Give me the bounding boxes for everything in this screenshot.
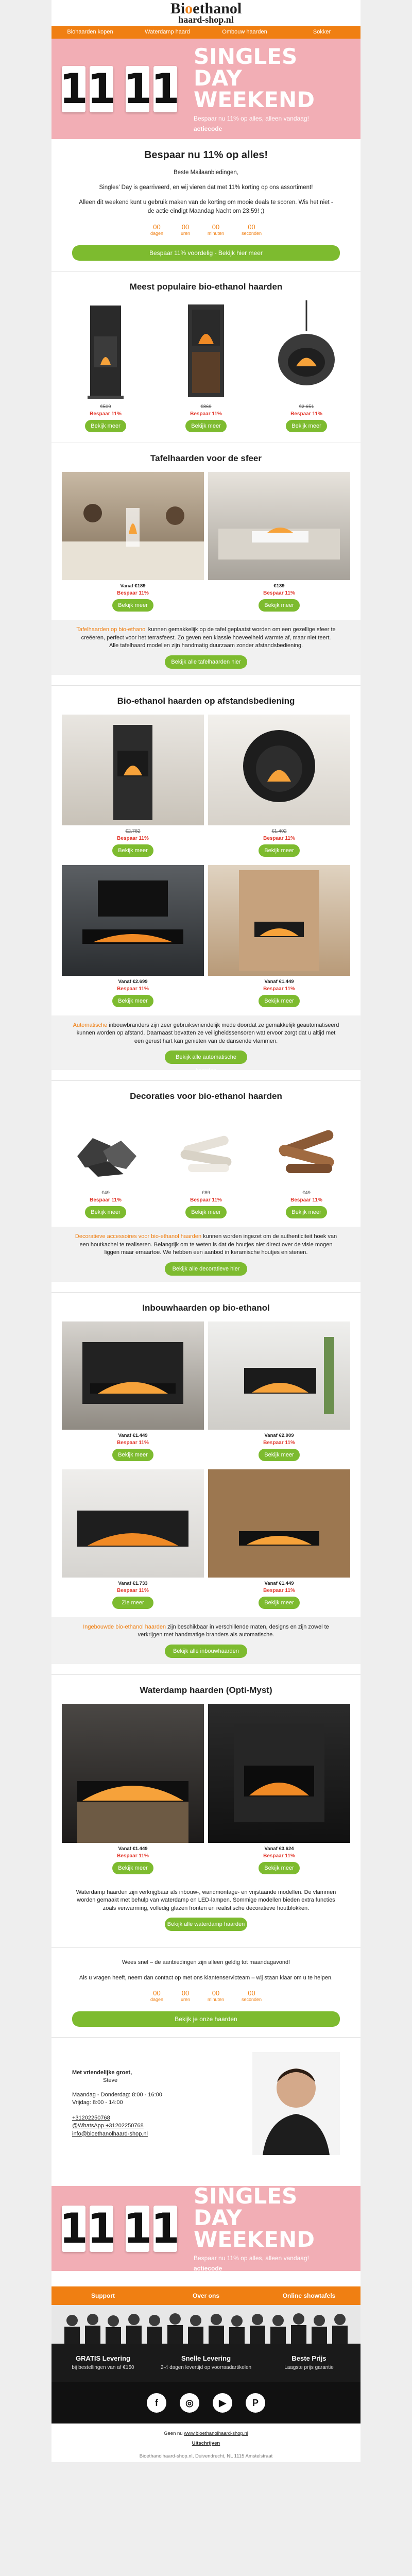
table-info-note <box>52 620 360 675</box>
countdown-hours: 00 <box>181 223 190 231</box>
banner-digit: 1 <box>151 2205 180 2252</box>
opening-hours-2: Vrijdag: 8:00 - 14:00 <box>72 2099 123 2106</box>
usp-title: Snelle Levering <box>181 2354 231 2362</box>
product-card <box>62 472 204 612</box>
product-saving: Bespaar 11% <box>263 835 295 841</box>
nav-item-sokker[interactable]: Sokker <box>313 29 331 35</box>
product-cta-button[interactable]: Bekijk meer <box>112 599 153 612</box>
countdown-label: seconden <box>242 1997 262 2002</box>
facebook-icon[interactable]: f <box>147 2393 166 2413</box>
remote-info-note <box>52 1015 360 1074</box>
footer-visit-text: Geen nu <box>164 2431 184 2436</box>
team-photo <box>52 2305 360 2344</box>
product-price: Vanaf €2.699 <box>118 978 148 985</box>
product-price: Vanaf €3.624 <box>264 1845 294 1852</box>
usp-subtitle: bij bestellingen van af €150 <box>72 2365 134 2370</box>
product-card <box>263 1110 350 1218</box>
countdown-label: uren <box>180 231 190 236</box>
product-card <box>263 300 350 432</box>
footer-legal <box>52 2424 360 2462</box>
product-saving: Bespaar 11% <box>117 1439 149 1446</box>
info-text-2: Alle tafelhaard modellen zijn handmatig duurzaam zonder afstandsbediening. <box>109 642 303 649</box>
logo-text-pre: Bi <box>170 0 185 17</box>
product-saving: Bespaar 11% <box>290 411 322 417</box>
product-price-old: €49 <box>302 1190 311 1196</box>
product-saving: Bespaar 11% <box>263 1439 295 1446</box>
info-text: Waterdamp haarden zijn verkrijgbaar als inbouw-, wandmontage- en vrijstaande modellen. De vlammen worden gemaakt met behulp van waterdamp en LED-lampen. Sommige modellen bieden extra functies zoals verwarming, volledig glazen fronten en realistische decoratieve houtblokken. <box>76 1889 336 1911</box>
product-price: Vanaf €1.449 <box>264 1580 294 1586</box>
product-price-old: €89 <box>202 1190 210 1196</box>
countdown-label: minuten <box>207 231 225 236</box>
intro-paragraph-2b: de actie eindigt Maandag Nacht om 23:59! ;) <box>147 208 265 214</box>
usp-subtitle: Laagste prijs garantie <box>284 2365 334 2370</box>
instagram-icon[interactable]: ◎ <box>180 2393 199 2413</box>
footer-links <box>52 2286 360 2305</box>
usp-title: GRATIS Levering <box>76 2354 130 2362</box>
email-page <box>52 0 360 2462</box>
all-steam-button[interactable]: Bekijk alle waterdamp haarden <box>165 1918 247 1931</box>
product-saving: Bespaar 11% <box>117 986 149 992</box>
whatsapp-link[interactable]: @WhatsApp +31202250768 <box>72 2123 144 2129</box>
product-card <box>162 1110 250 1218</box>
countdown-label: minuten <box>207 1997 225 2002</box>
closing-cta-button[interactable]: Bekijk je onze haarden <box>72 2011 340 2027</box>
banner-title-2: WEEKEND <box>194 2226 315 2252</box>
product-cta-button[interactable]: Bekijk meer <box>259 1449 300 1461</box>
product-card <box>208 1704 350 1874</box>
countdown-hours: 00 <box>181 1989 190 1997</box>
product-price: Vanaf €189 <box>120 583 146 589</box>
product-image-brown-logs[interactable] <box>263 1110 350 1187</box>
product-saving: Bespaar 11% <box>190 411 222 417</box>
product-image-builtin-wide[interactable] <box>62 1469 204 1578</box>
product-price: Vanaf €2.909 <box>264 1432 294 1438</box>
opening-hours-1: Maandag - Donderdag: 8:00 - 16:00 <box>72 2091 162 2098</box>
divider <box>52 1674 360 1675</box>
info-highlight: Automatische <box>73 1022 108 1028</box>
banner-digit: 1 <box>59 2205 88 2252</box>
banner-digit: 1 <box>59 65 88 113</box>
footer-website-link[interactable]: www.bioethanolhaard-shop.nl <box>184 2431 248 2436</box>
product-price: Vanaf €1.449 <box>118 1845 148 1852</box>
nav-item-biohaarden[interactable]: Biohaarden kopen <box>67 29 113 35</box>
product-card <box>62 1110 149 1218</box>
usp-best-price <box>258 2354 360 2371</box>
countdown-timer-2 <box>52 1989 360 2002</box>
remote-section-title: Bio-ethanol haarden op afstandsbediening <box>117 696 295 706</box>
info-highlight: Decoratieve accessoires voor bio-ethanol haarden <box>75 1233 202 1240</box>
nav-item-ombouw[interactable]: Ombouw haarden <box>222 29 267 35</box>
table-section-title: Tafelhaarden voor de sfeer <box>150 453 262 463</box>
product-cta-button[interactable]: Bekijk meer <box>85 1206 126 1218</box>
info-text: kunnen gemakkelijk op de tafel geplaatst worden om een gezellige sfeer te creëeren, perfect voor het terrasfeest. Zo geven een klassie hoeveelheid warmte af, maar niet teert. <box>81 626 336 641</box>
info-highlight: Tafelhaarden op bio-ethanol <box>76 626 147 633</box>
info-highlight: Ingebouwde bio-ethanol haarden <box>83 1623 166 1630</box>
deco-info-note <box>52 1227 360 1282</box>
hero-cta-button[interactable]: Bespaar 11% voordelig - Bekijk hier meer <box>72 245 340 261</box>
product-cta-button[interactable]: Zie meer <box>112 1597 153 1609</box>
all-table-fires-button[interactable]: Bekijk alle tafelhaarden hier <box>165 655 247 669</box>
product-price-old: €869 <box>200 404 212 410</box>
info-text: inbouwbranders zijn zeer gebruiksvriendelijk mede doordat ze gemakkelijk geautomatiseerd kunnen worden op afstand. Daarnaast bevatten ze veiligheidssensoren wat ervoor zorgt dat u altijd met een gerust hart kan genieten van de dansende vlammen. <box>76 1022 339 1044</box>
product-image-builtin-stone-wall[interactable] <box>208 1469 350 1578</box>
product-saving: Bespaar 11% <box>90 411 122 417</box>
countdown-timer <box>52 223 360 236</box>
intro-paragraph-1: Singles' Day is gearriveerd, en wij vieren dat met 11% korting op ons assortiment! <box>99 184 313 191</box>
banner-title-1: SINGLES DAY <box>194 2186 298 2230</box>
unsubscribe-link[interactable]: Uitschrijven <box>192 2441 220 2446</box>
product-card <box>208 1321 350 1461</box>
banner-digit: 1 <box>123 2205 152 2252</box>
countdown-days: 00 <box>153 223 161 231</box>
product-image-tv-wall-fireplace[interactable] <box>62 865 204 976</box>
builtin-section-title: Inbouwhaarden op bio-ethanol <box>142 1302 270 1313</box>
product-image-round-fireplace[interactable] <box>208 715 350 825</box>
product-saving: Bespaar 11% <box>117 1853 149 1859</box>
divider <box>52 685 360 686</box>
product-card <box>62 865 204 1007</box>
product-cta-button[interactable]: Bekijk meer <box>112 1449 153 1461</box>
countdown-label: seconden <box>242 231 262 236</box>
footer-address: Bioethanolhaard-shop.nl, Duivendrecht, NL 1115 Amstelstraat <box>139 2453 273 2459</box>
product-image-builtin-tunnel[interactable] <box>208 1321 350 1430</box>
countdown-label: uren <box>180 1997 190 2002</box>
product-card <box>62 1704 204 1874</box>
all-decorations-button[interactable]: Bekijk alle decoratieve hier <box>165 1262 247 1276</box>
banner-title-1: SINGLES DAY <box>194 43 298 91</box>
usp-bar <box>52 2344 360 2382</box>
product-cta-button[interactable]: Bekijk meer <box>286 420 327 432</box>
flame-icon: o <box>185 0 193 17</box>
product-card <box>62 1469 204 1609</box>
product-card <box>208 1469 350 1609</box>
product-saving: Bespaar 11% <box>190 1197 222 1203</box>
pinterest-icon[interactable]: P <box>246 2393 265 2413</box>
steam-info-note <box>52 1883 360 1938</box>
product-cta-button[interactable]: Bekijk meer <box>286 1206 327 1218</box>
product-card <box>208 715 350 857</box>
product-cta-button[interactable]: Bekijk meer <box>112 995 153 1007</box>
countdown-seconds: 00 <box>248 1989 255 1997</box>
product-image-steam-wall[interactable] <box>62 1704 204 1843</box>
product-cta-button[interactable]: Bekijk meer <box>259 1862 300 1874</box>
divider <box>52 1292 360 1293</box>
countdown-label: dagen <box>150 231 163 236</box>
banner-digit: 1 <box>87 2205 116 2252</box>
banner-subtitle: Bespaar nu 11% op alles, alleen vandaag! <box>194 114 309 122</box>
banner-code: actiecode <box>194 2264 222 2271</box>
product-card <box>208 865 350 1007</box>
signature <box>52 2052 360 2155</box>
banner-digit: 1 <box>87 65 116 113</box>
footer-link-support[interactable]: Support <box>91 2292 115 2299</box>
product-saving: Bespaar 11% <box>90 1197 122 1203</box>
product-image-wood-wall-fireplace[interactable] <box>208 865 350 976</box>
usp-title: Beste Prijs <box>291 2354 327 2362</box>
product-saving: Bespaar 11% <box>117 590 149 596</box>
info-text: kunnen worden ingezet om de authenticiteit hoek van een houtkachel te realiseren. Belangrijk om te weten is dat de houtjes niet direct over de visie mogen liggen maar ernaartoe. We hebben een aanbod in keramische houtjes en stenen. <box>79 1233 337 1256</box>
closing-paragraph-1: Wees snel – de aanbiedingen zijn alleen geldig tot maandagavond! <box>122 1959 290 1965</box>
divider <box>52 1080 360 1081</box>
banner-title-2: WEEKEND <box>194 87 315 112</box>
product-image-steam-box[interactable] <box>208 1704 350 1843</box>
countdown-days: 00 <box>153 1989 161 1997</box>
product-card <box>62 715 204 857</box>
usp-fast-delivery <box>154 2354 258 2371</box>
product-image-black-stove[interactable] <box>62 300 149 401</box>
divider <box>52 1947 360 1948</box>
product-card <box>62 300 149 432</box>
product-image-white-logs[interactable] <box>162 1110 250 1187</box>
product-image-remote-stove[interactable] <box>62 715 204 825</box>
countdown-seconds: 00 <box>248 223 255 231</box>
signature-name: Steve <box>103 2077 118 2084</box>
intro-paragraph-2a: Alleen dit weekend kunt u gebruik maken van de korting om mooie deals te scoren. Wis het niet - <box>79 199 333 206</box>
email-link[interactable]: info@bioethanolhaard-shop.nl <box>72 2130 148 2137</box>
divider <box>52 2037 360 2038</box>
product-price: Vanaf €1.449 <box>264 978 294 985</box>
countdown-minutes: 00 <box>212 1989 220 1997</box>
closing-paragraph-2: Als u vragen heeft, neem dan contact op met ons klantenservicteam – wij staan klaar om u te helpen. <box>79 1975 333 1981</box>
signature-greeting: Met vriendelijke groet, <box>72 2069 132 2076</box>
countdown-minutes: 00 <box>212 223 220 231</box>
popular-section-title: Meest populaire bio-ethanol haarden <box>129 282 283 292</box>
footer-link-showroom[interactable]: Online showtafels <box>282 2292 336 2299</box>
product-image-standing-stove[interactable] <box>162 300 250 401</box>
product-price: Vanaf €1.449 <box>118 1432 148 1438</box>
logo[interactable] <box>52 0 360 26</box>
all-automatic-button[interactable]: Bekijk alle automatische haarden <box>165 1050 247 1064</box>
product-saving: Bespaar 11% <box>290 1197 322 1203</box>
hero-heading: Bespaar nu 11% op alles! <box>144 149 268 161</box>
product-card <box>208 472 350 612</box>
product-card <box>62 1321 204 1461</box>
product-price-old: €49 <box>101 1190 110 1196</box>
social-links <box>52 2382 360 2424</box>
product-saving: Bespaar 11% <box>263 1853 295 1859</box>
product-cta-button[interactable]: Bekijk meer <box>185 1206 227 1218</box>
youtube-icon[interactable]: ▶ <box>213 2393 232 2413</box>
product-price-old: €509 <box>100 404 111 410</box>
product-image-hanging-fireplace[interactable] <box>263 300 350 401</box>
product-price-old: €2.782 <box>125 828 141 834</box>
product-cta-button[interactable]: Bekijk meer <box>259 995 300 1007</box>
product-saving: Bespaar 11% <box>263 590 295 596</box>
divider <box>52 271 360 272</box>
product-cta-button[interactable]: Bekijk meer <box>85 420 126 432</box>
deco-section-title: Decoraties voor bio-ethanol haarden <box>130 1091 282 1101</box>
product-cta-button[interactable]: Bekijk meer <box>259 1597 300 1609</box>
countdown-label: dagen <box>150 1997 163 2002</box>
steam-section-title: Waterdamp haarden (Opti-Myst) <box>140 1685 272 1695</box>
greeting: Beste Mailaanbiedingen, <box>174 170 238 176</box>
product-image-table-fire-dining[interactable] <box>62 472 204 580</box>
nav-item-waterdamp[interactable]: Waterdamp haard <box>145 29 190 35</box>
usp-free-delivery <box>52 2354 154 2371</box>
usp-subtitle: 2-4 dagen levertijd op voorraadartikelen <box>160 2365 252 2370</box>
product-cta-button[interactable]: Bekijk meer <box>259 844 300 857</box>
banner-subtitle: Bespaar nu 11% op alles, alleen vandaag! <box>194 2254 309 2262</box>
singles-day-banner-bottom[interactable] <box>52 2186 360 2271</box>
banner-digit: 1 <box>123 65 152 113</box>
top-navigation <box>52 26 360 39</box>
product-price: €139 <box>273 583 285 589</box>
product-cta-button[interactable]: Bekijk meer <box>259 599 300 612</box>
product-saving: Bespaar 11% <box>263 986 295 992</box>
banner-digit: 1 <box>151 65 180 113</box>
product-price-old: €1.402 <box>271 828 287 834</box>
info-text: zijn beschikbaar in verschillende maten, designs en zijn zowel te verkrijgen met handmatige branders als automatische. <box>138 1623 329 1638</box>
banner-code: actiecode <box>194 125 222 132</box>
singles-day-banner[interactable] <box>52 39 360 139</box>
product-image-stones[interactable] <box>62 1110 149 1187</box>
footer-link-about[interactable]: Over ons <box>192 2292 220 2299</box>
product-saving: Bespaar 11% <box>117 1587 149 1594</box>
product-price-old: €2.651 <box>299 404 314 410</box>
product-cta-button[interactable]: Bekijk meer <box>185 420 227 432</box>
product-card <box>162 300 250 432</box>
product-saving: Bespaar 11% <box>117 835 149 841</box>
product-price: Vanaf €1.733 <box>118 1580 148 1586</box>
logo-subtitle: haard-shop.nl <box>178 14 234 25</box>
product-image-table-fire-white[interactable] <box>208 472 350 580</box>
product-cta-button[interactable]: Bekijk meer <box>112 844 153 857</box>
phone-link[interactable]: +31202250768 <box>72 2114 110 2121</box>
all-builtin-button[interactable]: Bekijk alle inbouwhaarden <box>165 1645 247 1658</box>
product-image-builtin-corner[interactable] <box>62 1321 204 1430</box>
product-saving: Bespaar 11% <box>263 1587 295 1594</box>
builtin-info-note <box>52 1617 360 1664</box>
support-agent-photo <box>252 2052 340 2155</box>
logo-text-post: ethanol <box>193 0 242 17</box>
product-cta-button[interactable]: Bekijk meer <box>112 1862 153 1874</box>
